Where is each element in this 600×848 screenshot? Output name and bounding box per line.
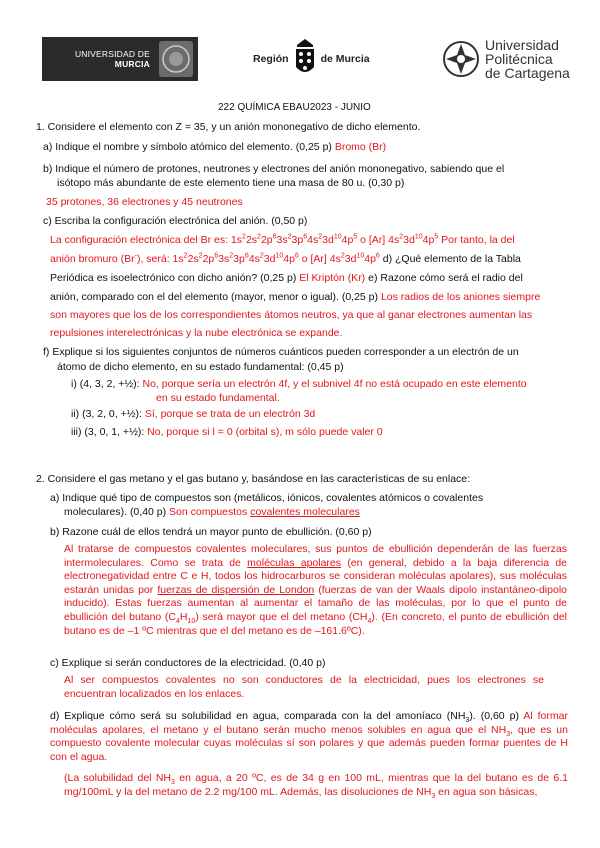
q2-d-answer-5: en agua son básicas, bbox=[435, 785, 538, 798]
q1-fiii bbox=[71, 426, 383, 439]
fiii-answer: No, porque si l = 0 (orbital s), m sólo puede valer 0 bbox=[147, 426, 383, 438]
region-murcia-logo bbox=[253, 35, 370, 83]
upct-line3: de Cartagena bbox=[485, 65, 570, 81]
q1-a-answer: Bromo (Br) bbox=[334, 141, 387, 153]
upct-logo bbox=[442, 38, 570, 80]
upct-line1: Universidad bbox=[485, 37, 559, 53]
q1-d-line bbox=[50, 272, 523, 285]
q1-d-question-2: Periódica es isoelectrónico con dicho anión? (0,25 p) bbox=[50, 272, 297, 284]
umu-seal-icon bbox=[158, 40, 194, 78]
q1-b-answer: 35 protones, 36 electrones y 45 neutrones bbox=[46, 196, 243, 208]
fii-question: ii) (3, 2, 0, +½): bbox=[71, 408, 142, 420]
rm-left-text: Región bbox=[253, 53, 289, 65]
fiii-question: iii) (3, 0, 1, +½): bbox=[71, 426, 145, 438]
rm-right-text: de Murcia bbox=[320, 53, 370, 65]
q2-b-p4: ) será mayor que el del metano (CH bbox=[195, 610, 368, 623]
fi-question: i) (4, 3, 2, +½): bbox=[71, 378, 140, 390]
q2-b-p2: (en general, debido a la baja diferencia de electronegatividad entre C e H, todos los hidrocarburos se consideran moléculas apolares), sus moléculas estarán unidas por bbox=[64, 556, 568, 596]
q2-b-p1: Al tratarse de compuestos covalentes moleculares, sus puntos de ebullición dependerán de las fuerzas intermoleculares. Como se trata de bbox=[64, 543, 567, 569]
umu-line2: MURCIA bbox=[114, 59, 150, 69]
fii-answer: Sí, porque se trata de un electrón 3d bbox=[144, 408, 316, 420]
q2-b-p5: ). (En concreto, el punto de ebullición del butano es de –1 ºC mientras que el del metano es de –161.6ºC). bbox=[64, 610, 567, 637]
c-ans1-a: La configuración electrónica del Br es: 1s bbox=[50, 234, 243, 246]
q1-title: 1. Considere el elemento con Z = 35, y un anión mononegativo de dicho elemento. bbox=[36, 121, 421, 133]
q2-c-question: c) Explique si serán conductores de la electricidad. (0,40 p) bbox=[50, 657, 326, 669]
q2-d-extra: (La solubilidad del $NH_3$ en agua, a 20 ºC, es de 34 g en 100 mL, mientras que la del butano es de 6.1 mg/100mL y la del metano de 2.2 mg/100 mL. Además, las disoluciones de $NH_3$ en agua son básicas, bbox=[64, 772, 568, 800]
q1-e-answer-1: Los radios de los aniones siempre bbox=[380, 291, 541, 303]
q1-b-question-1: b) Indique el número de protones, neutrones y electrones del anión mononegativo, sabiendo que el bbox=[43, 163, 505, 175]
umu-line1: UNIVERSIDAD DE bbox=[74, 49, 150, 59]
q1-e-question-1: e) Razone cómo será el radio del bbox=[368, 272, 523, 284]
q2-b-p3: (fuerzas de van der Waals dipolo instantáneo-dipolo inducido). Estas fuerzas aumentan al aumentar el tamaño de las moléculas, por lo que el punto de ebullición del butano (C bbox=[64, 583, 567, 623]
q2-title: 2. Considere el gas metano y el gas butano y, basándose en las características de su enlace: bbox=[36, 473, 471, 485]
q1-e-line bbox=[50, 291, 540, 304]
q1-a bbox=[43, 141, 386, 154]
fi-answer-2: en su estado fundamental. bbox=[156, 392, 280, 404]
q1-d-answer: El Kriptón (Kr) bbox=[299, 272, 366, 284]
q1-f-question-2: átomo de dicho elemento, en su estado fundamental: (0,45 p) bbox=[57, 361, 344, 373]
q1-e-question-2: anión, comparado con el del elemento (mayor, menor o igual). (0,25 p) bbox=[50, 291, 379, 303]
upct-line2: Politécnica bbox=[485, 51, 553, 67]
q2-a-answer-a: Son compuestos bbox=[169, 506, 248, 518]
q1-c-answer-2-line: anión bromuro (Br-), será: $1s^22s^22p^63s^23p^64s^23d^{10}4p^6$ o [Ar] $4s^23d^{10}4p^6$ d) ¿Qué elemento de la Tabla bbox=[50, 252, 521, 265]
exam-header: 222 QUÍMICA EBAU2023 - JUNIO bbox=[218, 102, 371, 113]
q1-fii bbox=[71, 408, 315, 421]
q1-e-answer-3: repulsiones interelectrónicas y la nube electrónica se expande. bbox=[50, 327, 343, 339]
q2-d-question-1: d) Explique cómo será su solubilidad en agua, comparada con la del amoníaco (NH bbox=[50, 710, 466, 722]
q2-a-answer-b: covalentes moleculares bbox=[250, 506, 360, 518]
q1-d-question-1: d) ¿Qué elemento de la Tabla bbox=[382, 253, 521, 265]
q1-c-question: c) Escriba la configuración electrónica del anión. (0,50 p) bbox=[43, 215, 308, 227]
q1-c-answer-1: La configuración electrónica del Br es: $1s^22s^22p^63s^23p^64s^23d^{10}4p^5$ o [Ar] $4s^23d^{10}4p^5$ Por tanto, la del bbox=[50, 233, 515, 246]
q2-c-answer: Al ser compuestos covalentes no son conductores de la electricidad, pues los electrones se encuentran localizados en los enlaces. bbox=[64, 674, 544, 700]
fi-answer-1: No, porque sería un electrón 4f, y el subnivel 4f no está ocupado en este elemento bbox=[142, 378, 527, 390]
q2-d-answer-4: en agua, a 20 ºC, es de 34 g en 100 mL, mientras que la del butano es de 6.1 mg/100mL y la del metano de 2.2 mg/100 mL. Además, las disoluciones de NH bbox=[64, 772, 568, 798]
q1-e-answer-2: son mayores que los de los correspondientes átomos neutros, ya que al ganar electrones aumentan las bbox=[50, 309, 533, 321]
universidad-murcia-logo bbox=[42, 37, 198, 81]
q1-b-question-2: isótopo más abundante de este elemento tiene una masa de 80 u. (0,30 p) bbox=[57, 177, 405, 189]
q2-d-answer-2: , que es un compuesto covalente molecular cuyas moléculas sí son polares y que además pueden formar puentes de H con el agua. bbox=[50, 723, 568, 763]
q2-b-p1-underlined: moléculas apolares bbox=[247, 556, 342, 569]
c-ans2-a: anión bromuro (Br bbox=[50, 253, 135, 265]
q2-a-question-2: moleculares). (0,40 p) bbox=[64, 506, 167, 518]
q2-a-question-1: a) Indique qué tipo de compuestos son (metálicos, iónicos, covalentes atómicos o covalentes bbox=[50, 492, 484, 504]
q2-b-p2-underlined: fuerzas de dispersión de London bbox=[157, 583, 315, 596]
q1-fi bbox=[71, 378, 527, 391]
q2-b-question: b) Razone cuál de ellos tendrá un mayor punto de ebullición. (0,60 p) bbox=[50, 526, 372, 538]
upct-emblem-icon bbox=[442, 40, 480, 78]
q2-d: d) Explique cómo será su solubilidad en agua, comparada con la del amoníaco $(NH_3)$. (0,60 p) Al formar moléculas apolares, el metano y el butano serán mucho menos solubles en agua que el $NH_3$, que es un compuesto covalente molecular cuyas moléculas sí son polares y que además pueden formar puentes de H con el agua. bbox=[50, 710, 568, 763]
q2-a-line bbox=[64, 506, 360, 519]
q1-a-question: a) Indique el nombre y símbolo atómico del elemento. (0,25 p) bbox=[43, 141, 332, 153]
region-murcia-crest-icon bbox=[292, 37, 318, 81]
q2-d-answer-1: Al formar moléculas apolares, el metano y el butano serán mucho menos solubles en agua que el NH bbox=[50, 710, 568, 736]
q2-b-answer: Al tratarse de compuestos covalentes moleculares, sus puntos de ebullición dependerán de las fuerzas intermoleculares. Como se trata de moléculas apolares (en general, debido a la baja diferencia de electronegatividad entre C e H, todos los hidrocarburos se consideran moléculas apolares), sus moléculas estarán unidas por fuerzas de dispersión de London (fuerzas de van der Waals dipolo instantáneo-dipolo inducido). Estas fuerzas aumentan al aumentar el tamaño de las moléculas, por lo que el punto de ebullición del butano $(C_4H_{10})$ será mayor que el del metano $(CH_4)$. (En concreto, el punto de ebullición del butano es de –1 ºC mientras que el del metano es de –161.6ºC). bbox=[64, 543, 568, 637]
q2-d-answer-3: (La solubilidad del NH bbox=[64, 772, 171, 784]
q1-f-question-1: f) Explique si los siguientes conjuntos de números cuánticos pueden corresponder a un electrón de un bbox=[43, 346, 519, 358]
q2-d-question-2: ). (0,60 p) bbox=[469, 710, 519, 722]
c-ans1-b: Por tanto, la del bbox=[438, 234, 515, 246]
c-ans2-b: ), será: 1s bbox=[136, 253, 184, 265]
